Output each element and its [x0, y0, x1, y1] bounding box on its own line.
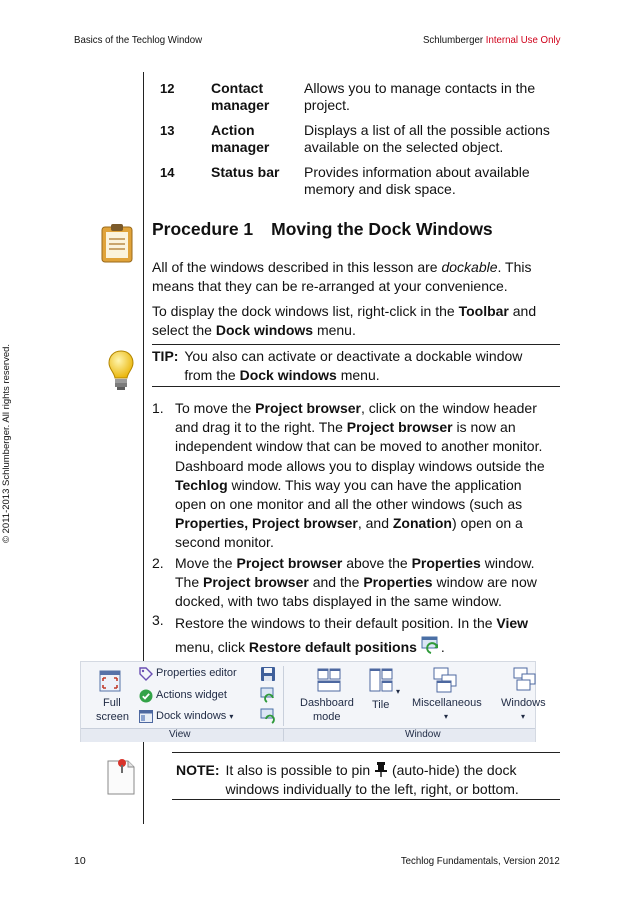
company-name: Schlumberger — [422, 34, 483, 46]
full-screen-label-2[interactable]: screen — [96, 711, 130, 723]
row-description: Allows you to manage contacts in the project. — [304, 80, 536, 113]
row-description: Provides information about available memory and disk space. — [304, 164, 530, 197]
properties-editor-button[interactable]: Properties editor — [156, 667, 237, 679]
check-circle-icon — [139, 689, 153, 703]
tip-top-rule — [152, 344, 560, 345]
note-label: NOTE: — [176, 762, 220, 778]
procedure-title: Moving the Dock Windows — [271, 219, 493, 239]
row-number: 13 — [160, 123, 175, 138]
tag-icon — [139, 667, 153, 681]
miscellaneous-label[interactable]: Miscellaneous — [412, 697, 482, 709]
windows-label[interactable]: Windows — [501, 697, 546, 709]
tip-bottom-rule — [152, 386, 560, 387]
restore-layout-icon[interactable] — [260, 687, 276, 703]
reset-layout-icon[interactable] — [260, 708, 276, 724]
window-group-label: Window — [405, 729, 441, 740]
ribbon-group-divider — [283, 666, 284, 726]
toolbar-paragraph: To display the dock windows list, right-click in the Toolbar and select the Dock windows menu. — [152, 303, 537, 338]
row-description: Displays a list of all the possible actions available on the selected object. — [304, 122, 550, 155]
intro-paragraph: All of the windows described in this lesson are dockable. This means that they can be re-arranged at your convenience. — [152, 259, 532, 294]
restore-positions-icon — [421, 636, 441, 654]
running-header-left: Basics of the Techlog Window — [74, 34, 203, 46]
ribbon-group-labels — [81, 728, 535, 742]
row-number: 12 — [160, 81, 175, 96]
dashboard-mode-icon[interactable] — [317, 668, 341, 692]
row-number: 14 — [160, 165, 175, 180]
copyright-notice: © 2011-2013 Schlumberger. All rights reserved. — [1, 343, 12, 543]
tip-box: TIP: You also can activate or deactivate a dockable window from the Dock windows menu. — [152, 348, 523, 383]
group-label-divider — [283, 729, 284, 741]
tile-icon[interactable] — [369, 668, 393, 692]
classification-label: Internal Use Only — [485, 34, 560, 46]
dashboard-mode-label[interactable]: Dashboard — [300, 697, 354, 709]
note-top-rule — [172, 752, 560, 753]
tip-label: TIP: — [152, 348, 179, 364]
windows-icon[interactable] — [513, 667, 537, 691]
running-header-right — [423, 34, 560, 46]
lightbulb-icon — [108, 350, 134, 392]
chevron-down-icon: ▾ — [229, 712, 234, 721]
clipboard-icon — [100, 223, 134, 263]
dock-windows-dropdown[interactable]: Dock windows ▾ — [156, 710, 234, 722]
row-name: Status bar — [211, 164, 280, 180]
ribbon-screenshot — [80, 661, 546, 742]
miscellaneous-icon[interactable] — [433, 667, 459, 693]
actions-widget-button[interactable]: Actions widget — [156, 689, 227, 701]
full-screen-icon[interactable] — [99, 670, 121, 692]
document-title: Techlog Fundamentals, Version 2012 — [401, 855, 560, 867]
tile-label[interactable]: Tile — [372, 699, 390, 711]
chevron-down-icon[interactable]: ▾ — [521, 712, 526, 721]
note-icon — [106, 758, 136, 796]
row-name: Contact manager — [211, 80, 270, 113]
page-number: 10 — [74, 855, 86, 867]
dock-windows-icon — [139, 710, 153, 723]
row-name: Action manager — [211, 122, 270, 155]
dashboard-paragraph: Dashboard mode allows you to display windows outside the Techlog window. This way you can have the application open on one monitor and all the other windows (such as Properties, Project browser, and Zonation) open on a second monitor. — [175, 458, 545, 550]
procedure-label: Procedure 1 — [152, 219, 254, 239]
tile-dropdown-arrow[interactable]: ▾ — [396, 687, 401, 696]
save-icon[interactable] — [260, 666, 276, 682]
pin-icon — [374, 761, 388, 777]
note-box: NOTE: It also is possible to pin (auto-hide) the dock windows individually to the left, right, or bottom. — [176, 762, 519, 797]
note-bottom-rule — [172, 799, 560, 800]
view-group-label: View — [169, 729, 191, 740]
chevron-down-icon[interactable]: ▾ — [444, 712, 449, 721]
procedure-heading — [152, 219, 493, 240]
full-screen-label[interactable]: Full — [103, 697, 121, 709]
dashboard-mode-label-2[interactable]: mode — [313, 711, 341, 723]
